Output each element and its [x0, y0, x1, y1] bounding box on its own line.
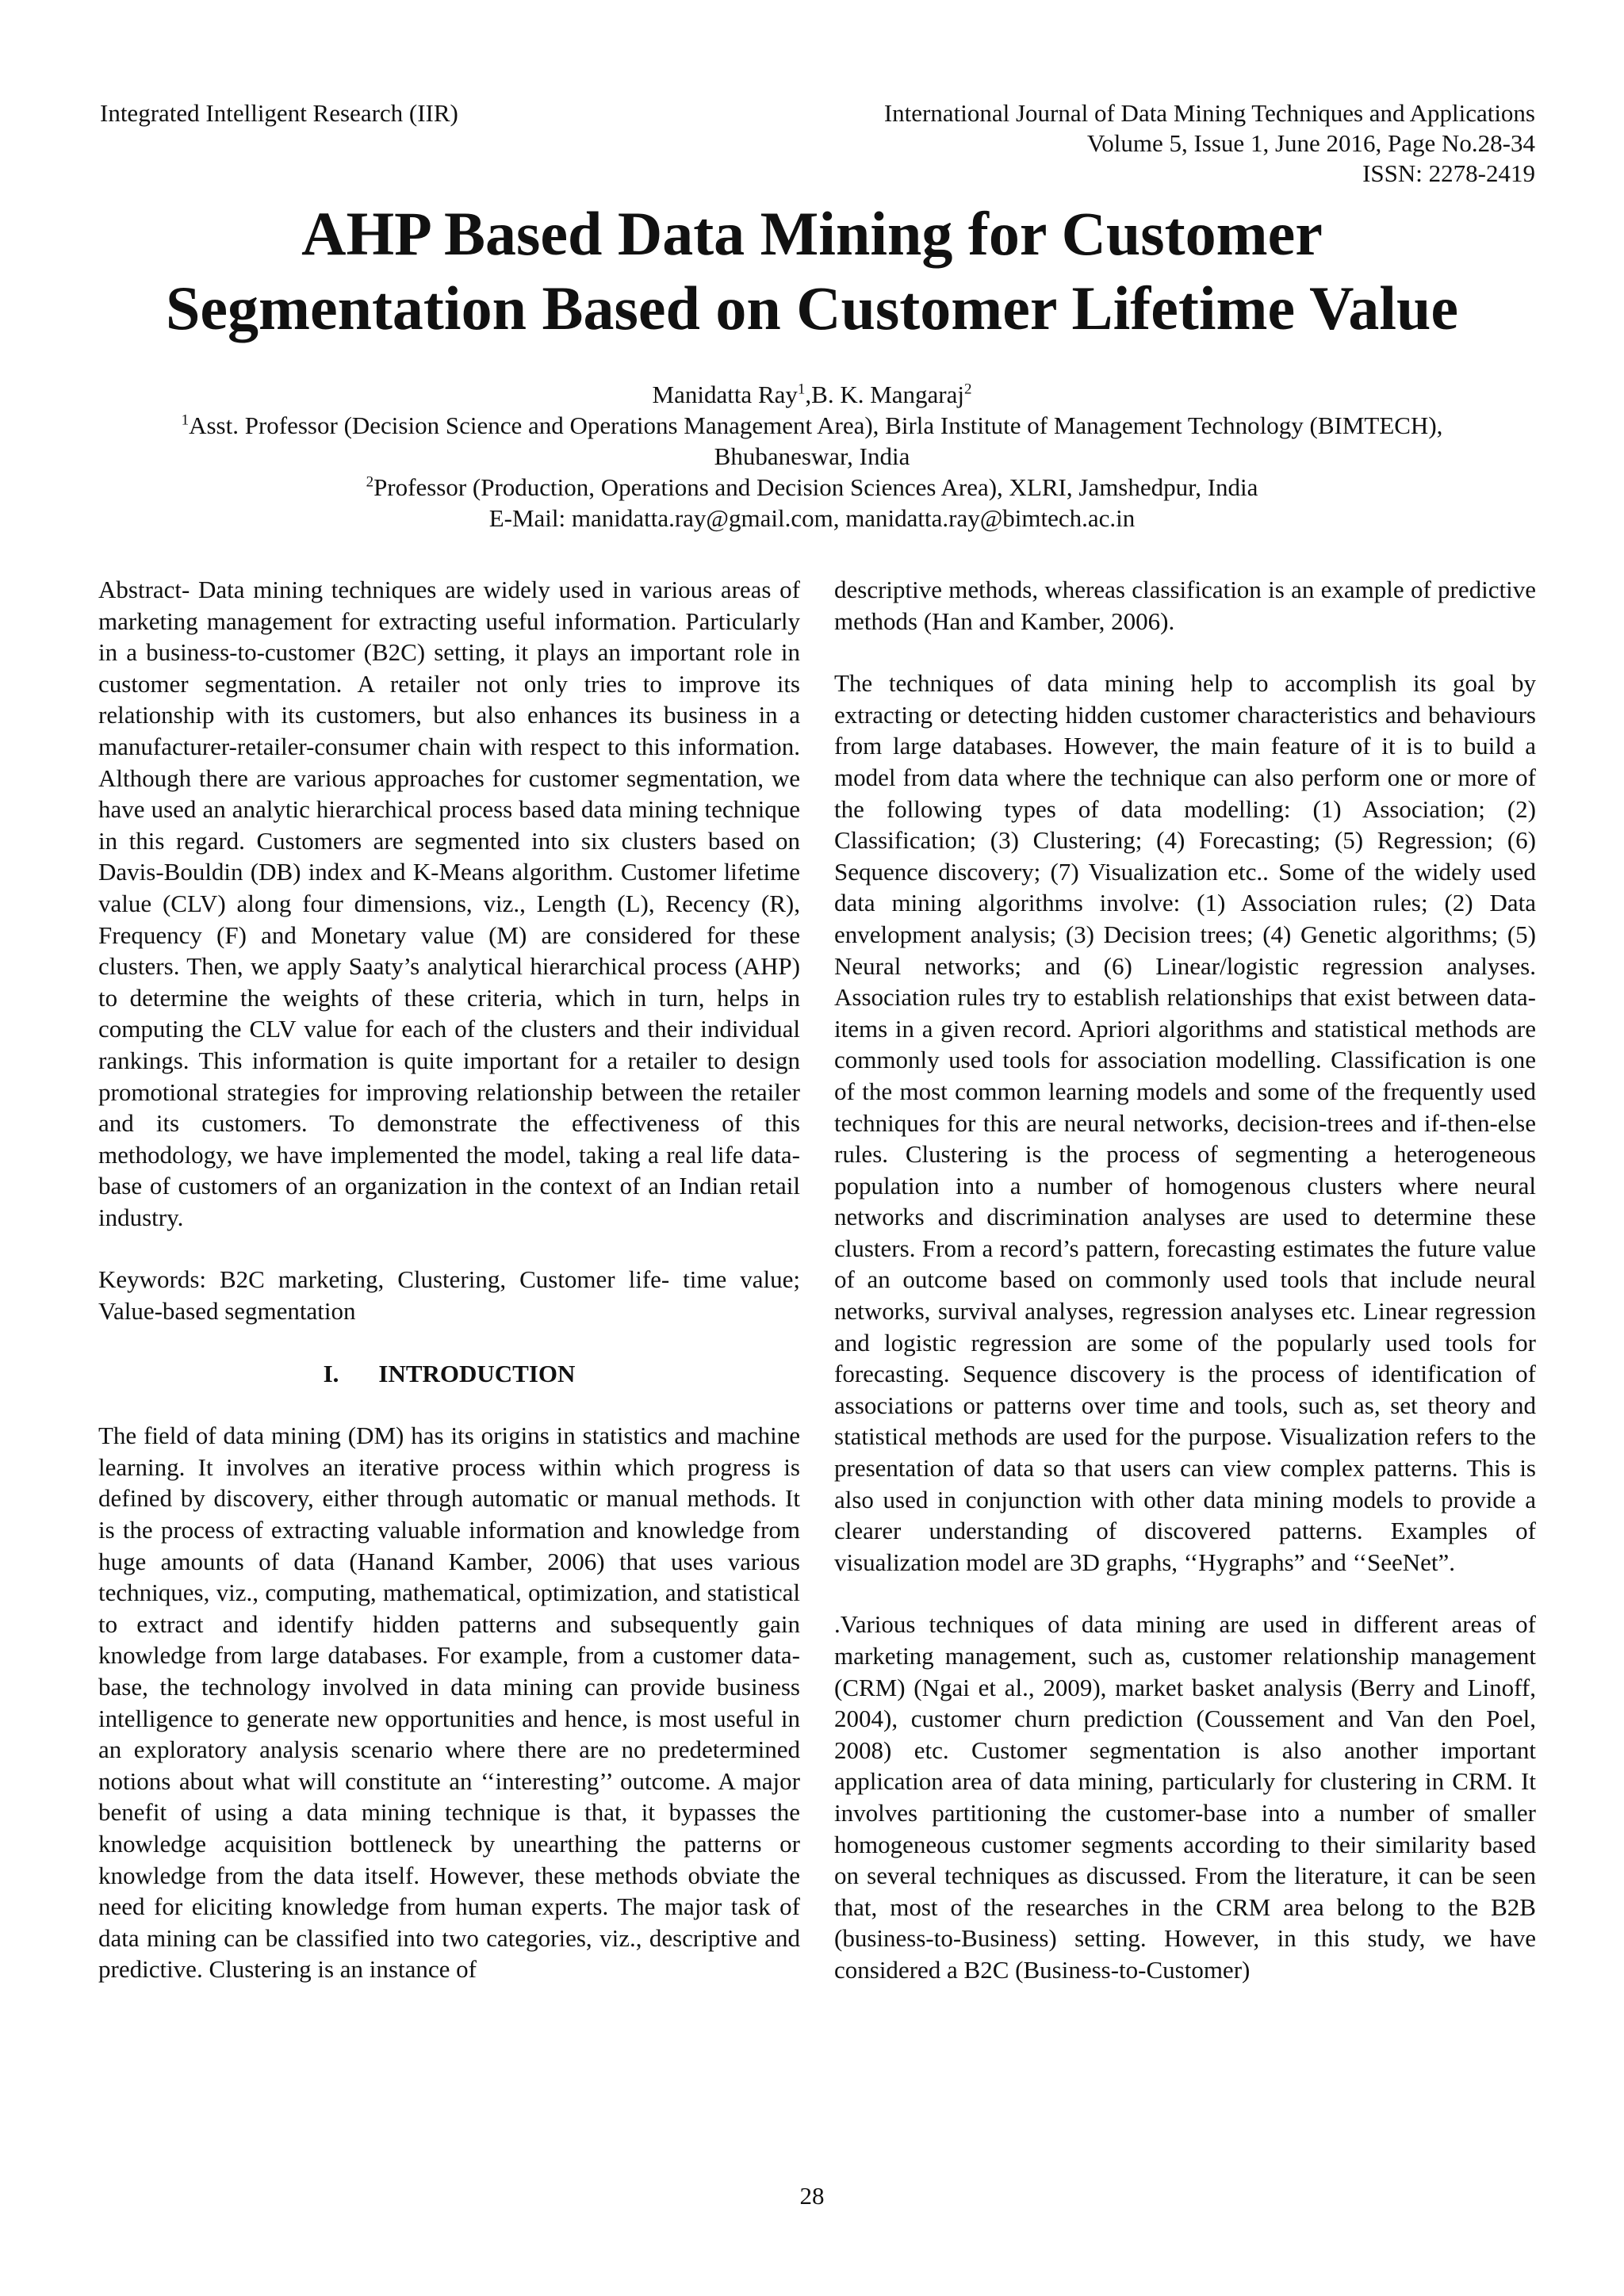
journal-name: International Journal of Data Mining Techniques and Applications	[883, 99, 1535, 127]
page-number: 28	[799, 2182, 825, 2210]
author-2-sup: 2	[963, 381, 972, 398]
abstract-text: Data mining techniques are widely used in various areas of marketing management for extracting useful information. Particularly in a business-to-customer (B2C) setting, it plays an important role in customer segmentation. A retailer not only tries to improve its relationship with its customers, but also enhances its business in a manufacturer-retailer-consumer chain with respect to this information. Although there are various approaches for customer segmentation, we have used an analytic hierarchical process based data mining technique in this regard. Customers are segmented into six clusters based on Davis-Bouldin (DB) index and K-Means algorithm. Customer lifetime value (CLV) along four dimensions, viz., Length (L), Recency (R), Frequency (F) and Monetary value (M) are considered for these clusters. Then, we apply Saaty’s analytical hierarchical process (AHP) to determine the weights of these criteria, which in turn, helps in computing the CLV value for each of the clusters and their individual rankings. This information is quite important for a retailer to design promotional strategies for improving relationship between the retailer and its customers. To demonstrate the effectiveness of this methodology, we have implemented the model, taking a real life data-base of customers of an organization in the context of an Indian retail industry.	[98, 576, 800, 1231]
affiliation-1-text: Asst. Professor (Decision Science and Operations Management Area), Birla Institute of Management Technology (BIMTECH),	[189, 411, 1443, 439]
abstract	[98, 574, 800, 1233]
affiliation-2	[79, 472, 1545, 503]
affiliation-1	[79, 410, 1545, 441]
issn: ISSN: 2278-2419	[1362, 159, 1535, 187]
abstract-label: Abstract-	[98, 576, 190, 603]
affiliation-1-location: Bhubaneswar, India	[714, 442, 910, 470]
author-separator: ,	[805, 381, 812, 408]
affiliation-2-text: Professor (Production, Operations and Decision Sciences Area), XLRI, Jamshedpur, India	[373, 473, 1258, 501]
author-1-sup: 1	[797, 381, 806, 398]
affiliation-2-sup: 2	[366, 473, 374, 491]
running-header-left: Integrated Intelligent Research (IIR)	[100, 99, 458, 127]
volume-info: Volume 5, Issue 1, June 2016, Page No.28-34	[1086, 129, 1535, 157]
right-paragraph-3: .Various techniques of data mining are used in different areas of marketing management, such as, customer relationship management (CRM) (Ngai et al., 2009), market basket analysis (Berry and Linoff, 2004), customer churn prediction (Coussement and Van den Poel, 2008) etc. Customer segmentation is also another important application area of data mining, particularly for clustering in CRM. It involves partitioning the customer-base into a number of smaller homogeneous customer segments according to their similarity based on several techniques as discussed. From the literature, it can be seen that, most of the researches in the CRM area belong to the B2B (business-to-Business) setting. However, in this study, we have considered a B2C (Business-to-Customer)	[834, 1610, 1536, 1984]
section-title: INTRODUCTION	[378, 1359, 576, 1387]
section-heading-introduction	[98, 1358, 800, 1390]
right-column	[834, 574, 1536, 1986]
running-header-right	[884, 98, 1535, 189]
title-line-1: AHP Based Data Mining for Customer	[301, 199, 1323, 268]
affiliation-1-sup: 1	[181, 411, 190, 429]
keywords: Keywords: B2C marketing, Clustering, Customer life- time value; Value-based segmentation	[98, 1265, 800, 1326]
title-line-2: Segmentation Based on Customer Lifetime Value	[165, 274, 1459, 342]
author-email: E-Mail: manidatta.ray@gmail.com, manidatta.ray@bimtech.ac.in	[488, 504, 1136, 532]
intro-paragraph-1: The field of data mining (DM) has its origins in statistics and machine learning. It involves an iterative process within which progress is defined by discovery, either through automatic or manual methods. It is the process of extracting valuable information and knowledge from huge amounts of data (Hanand Kamber, 2006) that uses various techniques, viz., computing, mathematical, optimization, and statistical to extract and identify hidden patterns and subsequently gain knowledge from large databases. For example, from a customer data-base, the technology involved in data mining can provide business intelligence to generate new opportunities and hence, is most useful in an exploratory analysis scenario where there are no predetermined notions about what will constitute an ‘‘interesting’’ outcome. A major benefit of using a data mining technique is that, it bypasses the knowledge acquisition bottleneck by unearthing the patterns or knowledge from the data itself. However, these methods obviate the need for eliciting knowledge from human experts. The major task of data mining can be classified into two categories, viz., descriptive and predictive. Clustering is an instance of	[98, 1422, 800, 1984]
section-number: I.	[323, 1359, 339, 1387]
left-column	[98, 574, 800, 1985]
right-paragraph-1: descriptive methods, whereas classification is an example of predictive methods (Han and Kamber, 2006).	[834, 576, 1536, 635]
author-names	[79, 379, 1545, 410]
author-2: B. K. Mangaraj	[811, 381, 964, 408]
paper-title	[79, 197, 1545, 346]
author-block	[79, 379, 1545, 534]
author-1: Manidatta Ray	[652, 381, 798, 408]
right-paragraph-2: The techniques of data mining help to accomplish its goal by extracting or detecting hidden customer characteristics and behaviours from large databases. However, the main feature of it is to build a model from data where the technique can also perform one or more of the following types of data modelling: (1) Association; (2) Classification; (3) Clustering; (4) Forecasting; (5) Regression; (6) Sequence discovery; (7) Visualization etc.. Some of the widely used data mining algorithms involve: (1) Association rules; (2) Data envelopment analysis; (3) Decision trees; (4) Genetic algorithms; (5) Neural networks; and (6) Linear/logistic regression analyses. Association rules try to establish relationships that exist between data-items in a given record. Apriori algorithms and statistical methods are commonly used tools for association modelling. Classification is one of the most common learning models and some of the frequently used techniques for this are neural networks, decision-trees and if-then-else rules. Clustering is the process of segmenting a heterogeneous population into a number of homogenous clusters where neural networks and discrimination analyses are used to determine these clusters. From a record’s pattern, forecasting estimates the future value of an outcome based on commonly used tools that include neural networks, survival analyses, regression analyses etc. Linear regression and logistic regression are some of the popularly used tools for forecasting. Sequence discovery is the process of identification of associations or patterns over time and tools, such as, set theory and statistical methods are used for the purpose. Visualization refers to the presentation of data so that users can view complex patterns. This is also used in conjunction with other data mining models to provide a clearer understanding of discovered patterns. Examples of visualization model are 3D graphs, ‘‘Hygraphs” and ‘‘SeeNet”.	[834, 669, 1536, 1576]
